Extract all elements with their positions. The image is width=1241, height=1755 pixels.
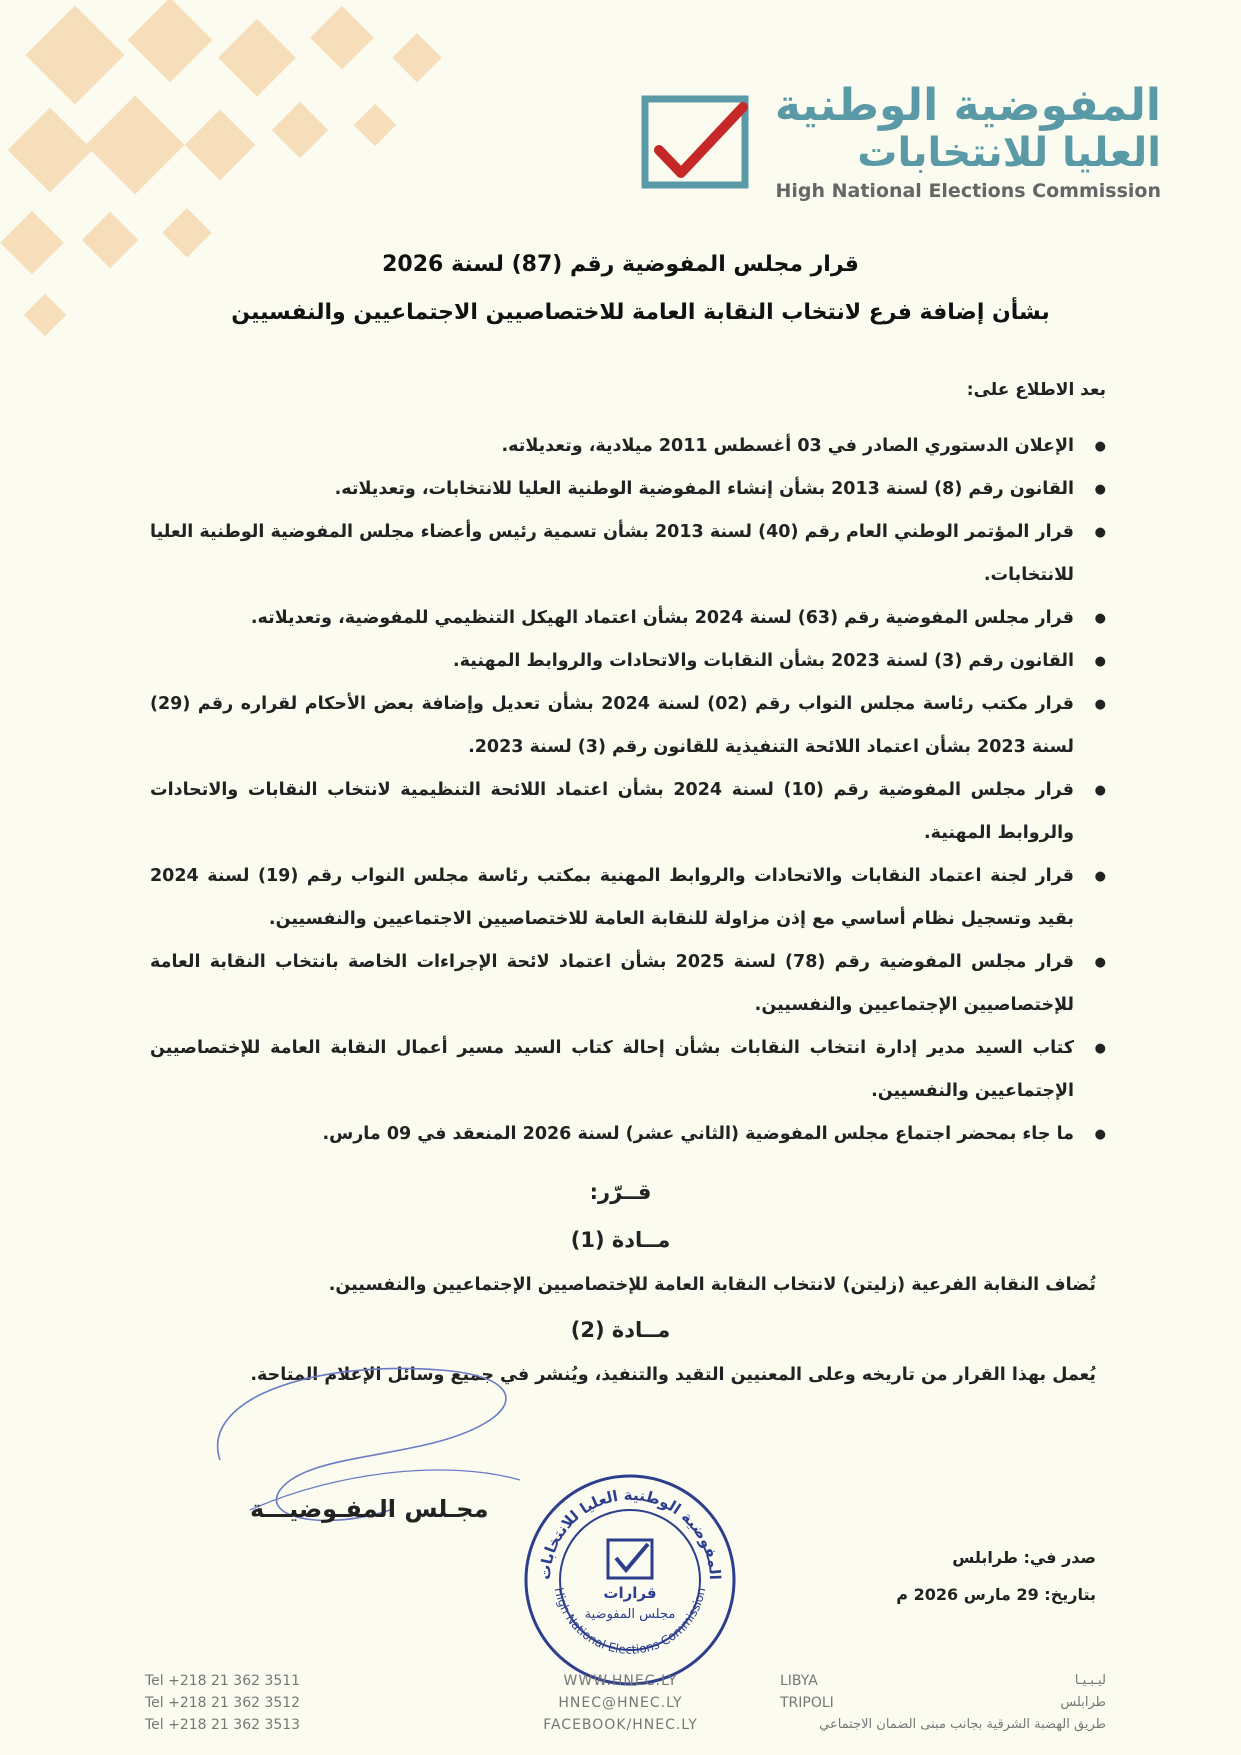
list-item: ● كتاب السيد مدير إدارة انتخاب النقابات بشأن إحالة كتاب السيد مسير أعمال النقابة العامة للإختصاصيين الإجتماعيين والنفسيين. bbox=[150, 1027, 1106, 1113]
footer-city-ar: طرابلس bbox=[1060, 1695, 1106, 1710]
logo-arabic-line2: العليا للانتخابات bbox=[857, 130, 1161, 176]
footer-country-ar: ليـبـيـا bbox=[1074, 1673, 1106, 1688]
decision-title: قرار مجلس المفوضية رقم (87) لسنة 2026 bbox=[382, 252, 859, 277]
footer-facebook: FACEBOOK/HNEC.LY bbox=[543, 1717, 698, 1733]
footer-location-ar bbox=[819, 1670, 1106, 1736]
intro-text: بعد الاطلاع على: bbox=[966, 380, 1106, 400]
list-item: ● قرار مجلس المفوضية رقم (78) لسنة 2025 بشأن اعتماد لائحة الإجراءات الخاصة بانتخاب النقابة العامة للإختصاصيين الإجتماعيين والنفسيين. bbox=[150, 941, 1106, 1027]
footer-website: WWW.HNEC.LY bbox=[563, 1673, 678, 1689]
header-logo bbox=[641, 80, 1161, 210]
article1-heading: مــادة (1) bbox=[570, 1228, 671, 1252]
article2-text: يُعمل بهذا القرار من تاريخه وعلى المعنيين التقيد والتنفيذ، ويُنشر في جميع وسائل الإعلام المتاحة. bbox=[250, 1365, 1096, 1385]
article1-text: تُضاف النقابة الفرعية (زليتن) لانتخاب النقابة العامة للإختصاصيين الإجتماعيين والنفسيين. bbox=[328, 1275, 1096, 1295]
list-item: ● قرار مجلس المفوضية رقم (63) لسنة 2024 بشأن اعتماد الهيكل التنظيمي للمفوضية، وتعديلاته. bbox=[150, 597, 1106, 640]
council-signature-label: مجـلس المفـوضيـــة bbox=[250, 1495, 489, 1523]
footer-address-ar: طريق الهضبة الشرقية بجانب مبنى الضمان الاجتماعي bbox=[819, 1717, 1106, 1732]
stamp-center-line2: مجلس المفوضية bbox=[584, 1607, 676, 1622]
list-item: ● قرار مجلس المفوضية رقم (10) لسنة 2024 بشأن اعتماد اللائحة التنظيمية لانتخاب النقابات والاتحادات والروابط المهنية. bbox=[150, 769, 1106, 855]
list-item: ● قرار مكتب رئاسة مجلس النواب رقم (02) لسنة 2024 بشأن تعديل وإضافة بعض الأحكام لقراره رقم (29) لسنة 2023 بشأن اعتماد اللائحة التنفيذية للقانون رقم (3) لسنة 2023. bbox=[150, 683, 1106, 769]
references-list bbox=[150, 425, 1106, 1156]
stamp-ring-english: High National Elections Commission bbox=[551, 1586, 709, 1657]
official-stamp bbox=[520, 1470, 740, 1690]
footer-city: TRIPOLI bbox=[780, 1695, 834, 1711]
list-item: ● الإعلان الدستوري الصادر في 03 أغسطس 2011 ميلادية، وتعديلاته. bbox=[150, 425, 1106, 468]
stamp-ring-arabic: المفوضية الوطنية العليا للانتخابات bbox=[535, 1485, 725, 1581]
decision-subject: بشأن إضافة فرع لانتخاب النقابة العامة للاختصاصيين الاجتماعيين والنفسيين bbox=[231, 300, 1050, 325]
stamp-seal-icon bbox=[520, 1470, 740, 1690]
issued-place: صدر في: طرابلس bbox=[952, 1548, 1096, 1567]
footer-tel: Tel +218 21 362 3513 bbox=[145, 1717, 301, 1733]
footer-country: LIBYA bbox=[780, 1673, 818, 1689]
checkmark-logo-icon bbox=[641, 95, 751, 190]
issued-date: بتاريخ: 29 مارس 2026 م bbox=[896, 1585, 1096, 1604]
logo-english: High National Elections Commission bbox=[775, 180, 1161, 202]
footer-tel: Tel +218 21 362 3511 bbox=[145, 1673, 301, 1689]
logo-arabic-line1: المفوضية الوطنية bbox=[774, 80, 1161, 131]
decided-heading: قــرّر: bbox=[589, 1180, 652, 1204]
list-item: ● القانون رقم (8) لسنة 2013 بشأن إنشاء المفوضية الوطنية العليا للانتخابات، وتعديلاته. bbox=[150, 468, 1106, 511]
list-item: ● القانون رقم (3) لسنة 2023 بشأن النقابات والاتحادات والروابط المهنية. bbox=[150, 640, 1106, 683]
footer-email: HNEC@HNEC.LY bbox=[558, 1695, 683, 1711]
article2-heading: مــادة (2) bbox=[570, 1318, 671, 1342]
list-item: ● قرار المؤتمر الوطني العام رقم (40) لسنة 2013 بشأن تسمية رئيس وأعضاء مجلس المفوضية الوطنية العليا للانتخابات. bbox=[150, 511, 1106, 597]
list-item: ● قرار لجنة اعتماد النقابات والاتحادات والروابط المهنية بمكتب رئاسة مجلس النواب رقم (19) لسنة 2024 بقيد وتسجيل نظام أساسي مع إذن مزاولة للنقابة العامة للاختصاصيين الاجتماعيين والنفسيين. bbox=[150, 855, 1106, 941]
list-item: ● ما جاء بمحضر اجتماع مجلس المفوضية (الثاني عشر) لسنة 2026 المنعقد في 09 مارس. bbox=[150, 1113, 1106, 1156]
footer-tel: Tel +218 21 362 3512 bbox=[145, 1695, 301, 1711]
stamp-center-line1: قرارات bbox=[603, 1584, 657, 1602]
